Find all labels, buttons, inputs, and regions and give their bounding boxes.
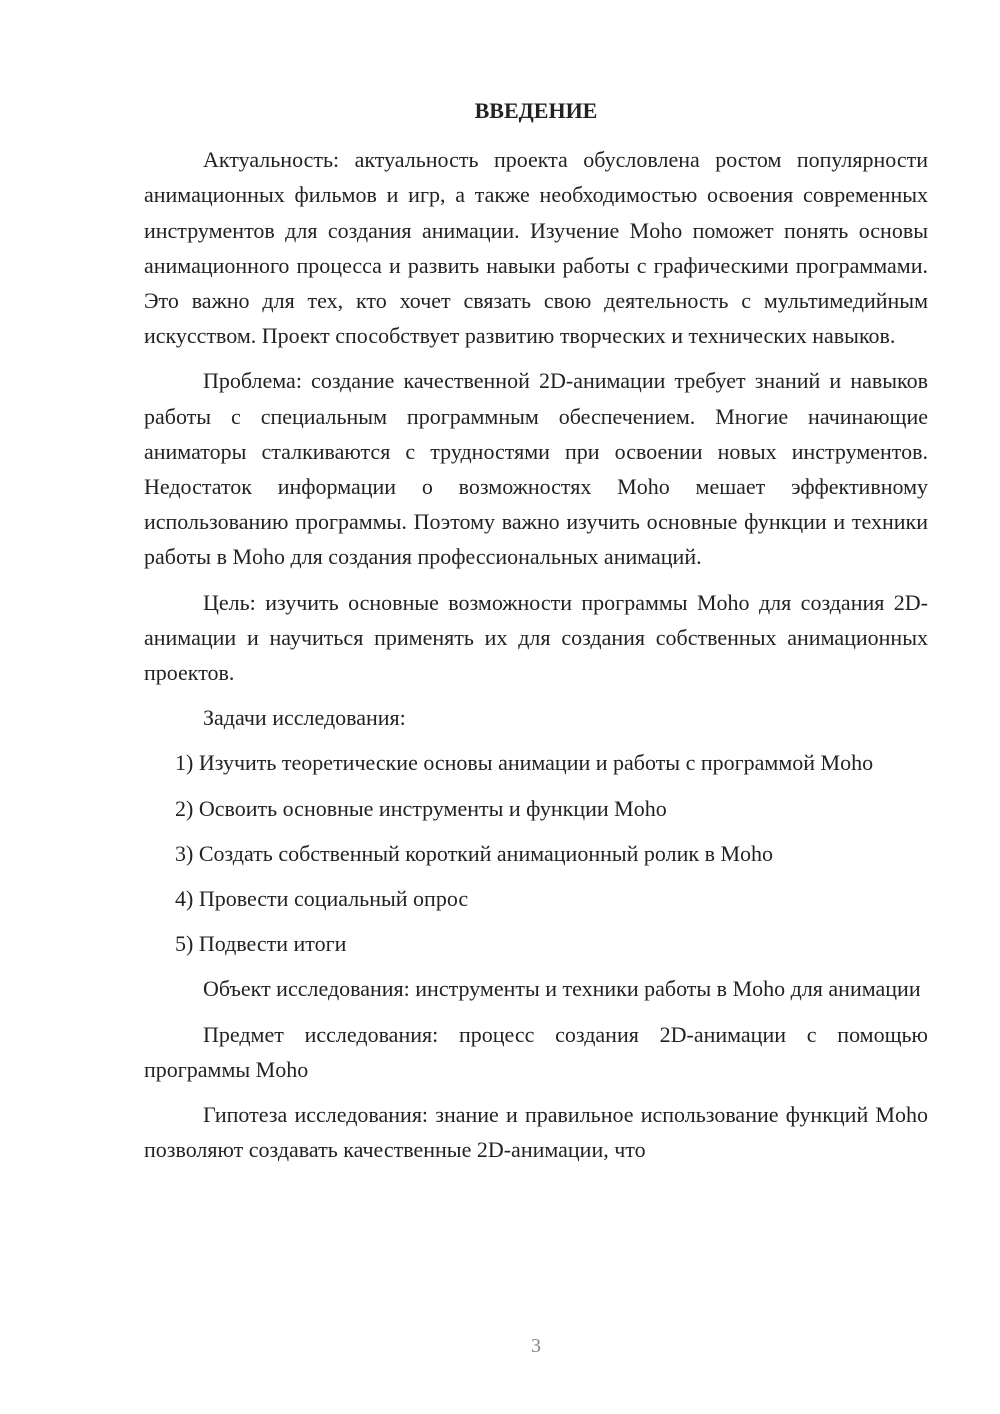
subject-paragraph: Предмет исследования: процесс создания 2D-анимации с помощью программы Moho [144, 1021, 928, 1082]
task-item-1: 1) Изучить теоретические основы анимации и работы с программой Moho [175, 750, 874, 776]
tasks-heading: Задачи исследования: [203, 705, 406, 731]
page-number: 3 [531, 1335, 541, 1357]
problem-paragraph: Проблема: создание качественной 2D-анимации требует знаний и навыков работы с специальным программным обеспечением. Многие начинающие аниматоры сталкиваются с трудностями при освоении новых инструментов. Недостаток информации о возможностях Moho мешает эффективному использованию программы. Поэтому важно изучить основные функции и техники работы в Moho для создания профессиональных анимаций. [144, 368, 928, 570]
object-paragraph: Объект исследования: инструменты и техники работы в Moho для анимации [203, 976, 921, 1002]
task-item-4: 4) Провести социальный опрос [175, 886, 469, 912]
hypothesis-paragraph: Гипотеза исследования: знание и правильное использование функций Moho позволяют создавать качественные 2D-анимации, что [144, 1102, 928, 1163]
section-title: ВВЕДЕНИЕ [474, 98, 598, 123]
task-item-2: 2) Освоить основные инструменты и функции Moho [175, 795, 667, 821]
task-item-3: 3) Создать собственный короткий анимационный ролик в Moho [175, 840, 774, 866]
relevance-paragraph: Актуальность: актуальность проекта обусловлена ростом популярности анимационных фильмов и игр, а также необходимостью освоения современных инструментов для создания анимации. Изучение Moho поможет понять основы анимационного процесса и развить навыки работы с графическими программами. Это важно для тех, кто хочет связать свою деятельность с мультимедийным искусством. Проект способствует развитию творческих и технических навыков. [144, 147, 928, 349]
document-body [144, 93, 928, 1177]
task-item-5: 5) Подвести итоги [175, 931, 347, 957]
goal-paragraph: Цель: изучить основные возможности программы Moho для создания 2D-анимации и научиться применять их для создания собственных анимационных проектов. [144, 589, 928, 686]
